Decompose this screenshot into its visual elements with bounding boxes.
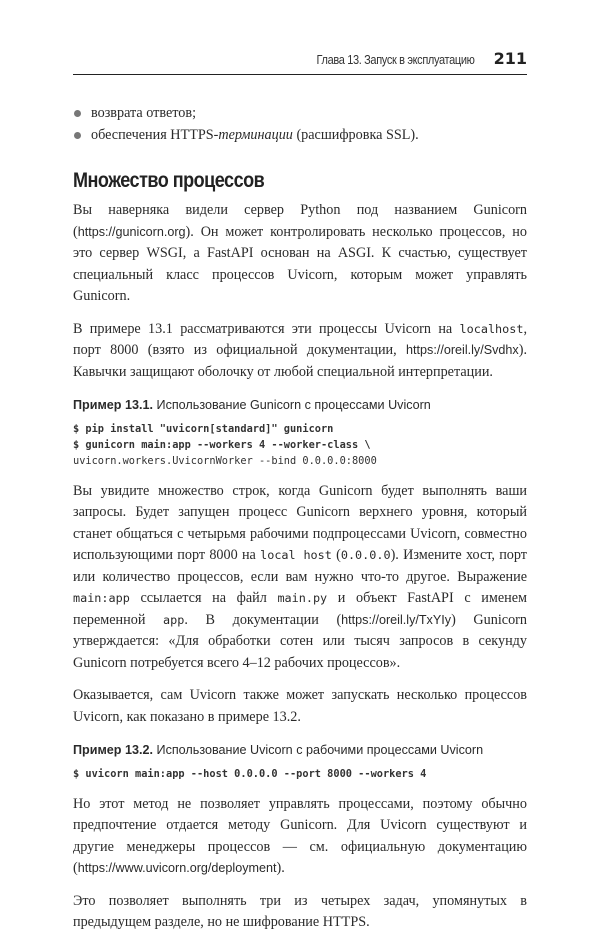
example-caption xyxy=(73,395,527,417)
inline-code: app xyxy=(163,612,185,627)
url-link[interactable]: https://oreil.ly/Svdhx xyxy=(406,343,519,357)
paragraph xyxy=(73,891,527,934)
code-block xyxy=(73,766,527,782)
code-line: $ uvicorn main:app --host 0.0.0.0 --port 8000 --workers 4 xyxy=(73,767,427,780)
url-link[interactable]: https://www.uvicorn.org/deployment xyxy=(77,861,277,875)
example-caption xyxy=(73,740,527,762)
running-header xyxy=(73,50,527,75)
text-run: ) Gunicorn утверждается: «Для обработки сотен или тысяч запросов в секунду Gunicorn потребуется всего 4–12 рабочих процессов». xyxy=(73,611,527,671)
text-run: ). Он может контролировать несколько процессов, но это сервер WSGI, а FastAPI основан на ASGI. К счастью, существует специальный класс процессов Uvicorn, которым может управлять Gunicorn. xyxy=(73,223,527,304)
list-item xyxy=(73,103,527,125)
paragraph xyxy=(73,481,527,675)
example-label: Пример 13.1. xyxy=(73,398,154,412)
example-title: Использование Gunicorn с процессами Uvicorn xyxy=(153,398,431,412)
bullet-list xyxy=(73,103,527,146)
text-run: , порт 8000 (взято из официальной документации, xyxy=(73,320,527,358)
paragraph xyxy=(73,200,527,308)
paragraph xyxy=(73,685,527,728)
code-line: $ gunicorn main:app --workers 4 --worker-class \ xyxy=(73,438,371,451)
url-link[interactable]: https://gunicorn.org xyxy=(77,224,186,239)
inline-code: 0.0.0.0 xyxy=(340,548,391,562)
emphasis-text: терминации xyxy=(218,126,293,143)
text-run: ). xyxy=(276,860,285,876)
text-run: ссылается на файл xyxy=(129,590,278,606)
text-run: ( xyxy=(331,547,341,563)
page-number: 211 xyxy=(493,49,527,68)
code-line: $ pip install "uvicorn[standard]" gunicorn xyxy=(73,422,334,435)
inline-code: main:app xyxy=(73,591,130,605)
list-item xyxy=(73,125,527,147)
text-run: возврата ответов; xyxy=(91,105,197,121)
text-run: ). Кавычки защищают оболочку от любой специальной интерпретации. xyxy=(73,342,527,380)
text-run: ). Измените хост, порт или количество процессов, если вам нужно что-то другое. Выражение xyxy=(73,547,527,585)
text-run: обеспечения HTTPS- xyxy=(91,126,219,143)
inline-code: localhost xyxy=(459,321,524,336)
text-run: В примере 13.1 рассматриваются эти процессы Uvicorn на xyxy=(73,320,460,337)
text-run: (расшифровка SSL). xyxy=(292,126,419,143)
example-title: Использование Uvicorn с рабочими процессами Uvicorn xyxy=(153,743,484,757)
section-heading: Множество процессов xyxy=(73,169,265,192)
code-block xyxy=(73,421,527,469)
inline-code: main.py xyxy=(277,591,328,605)
text-run: Но этот метод не позволяет управлять процессами, поэтому обычно предпочтение отдается методу Gunicorn. Для Uvicorn существуют и другие менеджеры процессов — см. официальную документацию ( xyxy=(73,795,527,876)
inline-code: local host xyxy=(260,548,332,562)
page-body xyxy=(73,103,527,945)
code-line: uvicorn.workers.UvicornWorker --bind 0.0.0.0:8000 xyxy=(73,454,377,467)
text-run: и объект FastAPI с именем переменной xyxy=(73,590,527,628)
text-run: Это позволяет выполнять три из четырех задач, упомянутых в предыдущем разделе, но не шифрование HTTPS. xyxy=(73,892,527,930)
paragraph xyxy=(73,794,527,880)
text-run: Вы увидите множество строк, когда Gunicorn будет выполнять ваши запросы. Будет запущен процесс Gunicorn верхнего уровня, который станет общаться с четырьмя рабочими подпроцессами Uvicorn, совместно использующими порт 8000 на xyxy=(73,482,527,563)
chapter-title: Глава 13. Запуск в эксплуатацию xyxy=(317,53,475,67)
text-run: . В документации ( xyxy=(184,611,342,628)
url-link[interactable]: https://oreil.ly/TxYIy xyxy=(341,612,452,627)
paragraph xyxy=(73,319,527,384)
example-label: Пример 13.2. xyxy=(73,743,154,757)
text-run: Оказывается, сам Uvicorn также может запускать несколько процессов Uvicorn, как показано в примере 13.2. xyxy=(73,687,527,725)
text-run: Вы наверняка видели сервер Python под названием Gunicorn ( xyxy=(73,202,527,240)
